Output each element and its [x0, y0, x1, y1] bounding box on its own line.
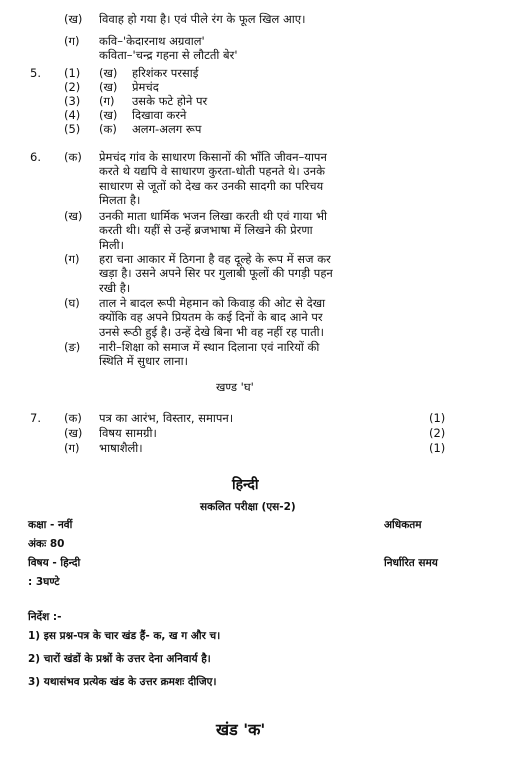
q6-part-line: रखी है। — [99, 280, 131, 295]
q5-answer: अलग-अलग रूप — [132, 122, 202, 136]
time-label: निर्धारित समय — [384, 557, 438, 569]
q7-label: (ख) — [64, 426, 83, 440]
q6-part-label: (ख) — [64, 209, 83, 223]
q6-part-line: करते थे यद्यपि वे साधारण कुरता-धोती पहनते थे। उनके — [99, 164, 325, 179]
instructions-title: निर्देश :- — [28, 611, 62, 623]
q5-answer: प्रेमचंद — [132, 80, 159, 94]
q7-text: विषय सामग्री। — [99, 426, 157, 440]
q5-option: (ख) — [99, 108, 118, 122]
instruction-item: 2) चारों खंडों के प्रश्नों के उत्तर देना अनिवार्य है। — [28, 653, 211, 665]
q5-index: (2) — [64, 80, 81, 94]
q6-part-label: (क) — [64, 150, 82, 164]
q5-answer: हरिशंकर परसाई — [132, 66, 199, 80]
q5-option: (ग) — [99, 94, 115, 108]
q7-marks: (2) — [429, 426, 446, 440]
q6-part-line: क्योंकि वह अपने प्रियतम के कई दिनों के बाद आने पर — [99, 310, 323, 325]
q5-answer: उसके फटे होने पर — [132, 94, 208, 108]
duration-label: : 3घण्टे — [28, 576, 60, 588]
q6-part-line: करती थी। यहीं से उन्हें ब्रजभाषा में लिखने की प्रेरणा — [99, 223, 313, 238]
q6-part-line: उनकी माता धार्मिक भजन लिखा करती थी एवं गाया भी — [99, 209, 327, 223]
q7-label: (ग) — [64, 441, 80, 455]
q6-part-line: खड़ा है। उसने अपने सिर पर गुलाबी फूलों की पगड़ी पहन — [99, 266, 333, 281]
q7-marks: (1) — [429, 441, 446, 455]
q6-part-label: (ङ) — [64, 340, 81, 354]
answer-text: कविता–'चन्द्र गहना से लौटती बेर' — [99, 48, 238, 62]
question-number: 7. — [30, 411, 41, 425]
answer-text: कवि–'केदारनाथ अग्रवाल' — [99, 34, 205, 48]
q6-part-line: प्रेमचंद गांव के साधारण किसानों की भाँति जीवन–यापन — [99, 150, 327, 164]
question-number: 5. — [30, 66, 41, 80]
q7-marks: (1) — [429, 411, 446, 425]
max-marks-label: अधिकतम — [384, 519, 422, 531]
q6-part-line: ताल ने बादल रूपी मेहमान को किवाड़ की ओट से देखा — [99, 296, 326, 310]
q5-option: (ख) — [99, 66, 118, 80]
q5-option: (ख) — [99, 80, 118, 94]
q6-part-line: मिली। — [99, 237, 124, 252]
q5-answer: दिखावा करने — [132, 108, 187, 122]
instruction-item: 1) इस प्रश्न-पत्र के चार खंड हैं- क, ख ग और च। — [28, 630, 221, 642]
question-number: 6. — [30, 150, 41, 164]
q5-index: (3) — [64, 94, 81, 108]
subject-label: विषय - हिन्दी — [28, 557, 81, 569]
q6-part-line: स्थिति में सुधार लाना। — [99, 354, 188, 369]
q6-part-line: हरा चना आकार में ठिगना है वह दूल्हे के रूप में सज कर — [99, 252, 331, 266]
q5-index: (1) — [64, 66, 81, 80]
q7-text: पत्र का आरंभ, विस्तार, समापन। — [99, 411, 234, 425]
q6-part-line: मिलता है। — [99, 192, 141, 207]
q6-part-line: नारी–शिक्षा को समाज में स्थान दिलाना एवं नारियों की — [99, 340, 320, 354]
answer-label: (ग) — [64, 34, 80, 48]
q5-option: (क) — [99, 122, 117, 136]
q5-index: (4) — [64, 108, 81, 122]
answer-text: विवाह हो गया है। एवं पीले रंग के फूल खिल आए। — [99, 12, 306, 26]
q7-label: (क) — [64, 411, 82, 425]
q6-part-line: साधारण से जूतों को देख कर उनकी सादगी का परिचय — [99, 178, 324, 193]
section-heading: खंड 'क' — [216, 720, 266, 739]
answer-label: (ख) — [64, 12, 83, 26]
q7-text: भाषाशैली। — [99, 441, 143, 455]
exam-title: सकलित परीक्षा (एस-2) — [200, 501, 296, 513]
q6-part-label: (घ) — [64, 296, 80, 310]
marks-label: अंकः 80 — [28, 538, 65, 550]
q5-index: (5) — [64, 122, 81, 136]
q6-part-label: (ग) — [64, 252, 80, 266]
section-heading: खण्ड 'घ' — [216, 380, 254, 394]
class-label: कक्षा - नवीं — [28, 519, 73, 531]
instruction-item: 3) यथासंभव प्रत्येक खंड के उत्तर क्रमशः दीजिए। — [28, 676, 217, 688]
q6-part-line: उनसे रूठी हुई है। उन्हें देखे बिना भी वह नहीं रह पाती। — [99, 324, 324, 339]
subject-title: हिन्दी — [232, 477, 259, 493]
